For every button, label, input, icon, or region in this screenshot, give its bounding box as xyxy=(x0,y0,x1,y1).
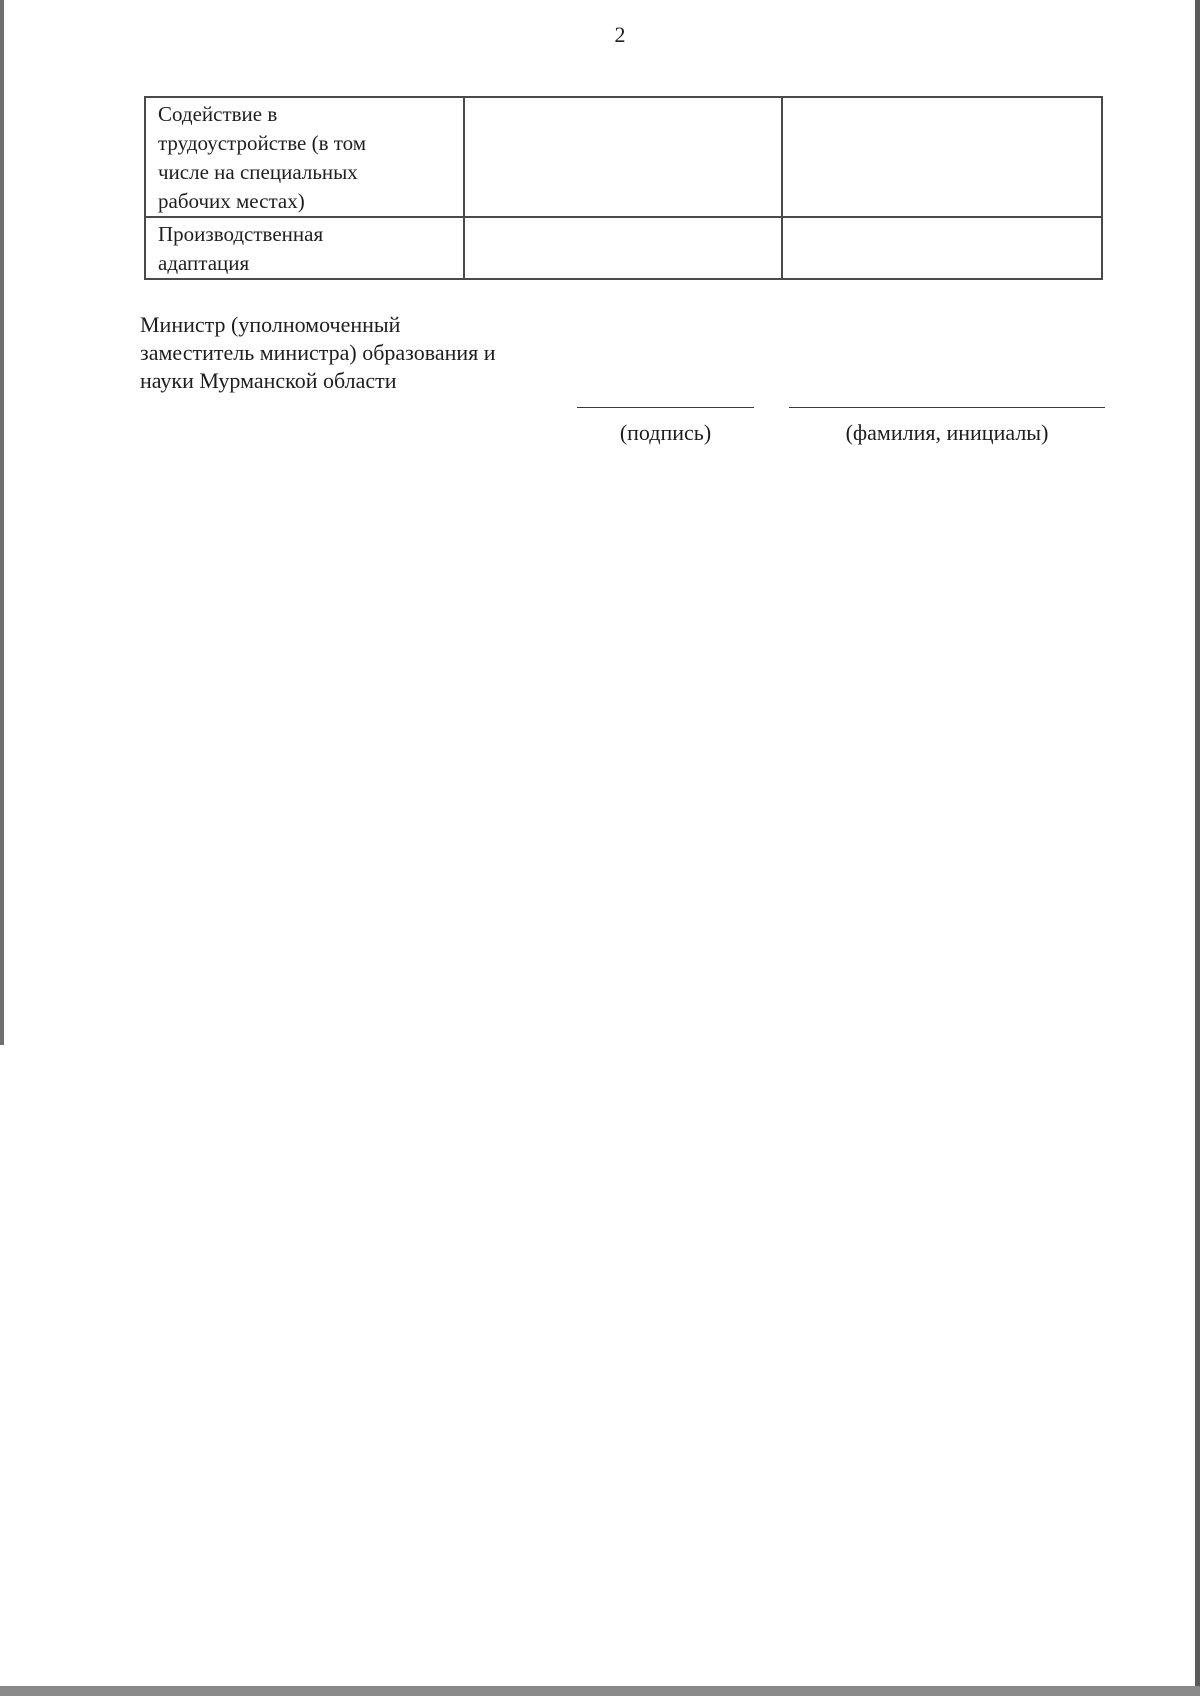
table-cell-text: Производственная адаптация xyxy=(158,222,324,275)
name-caption: (фамилия, инициалы) xyxy=(845,420,1049,445)
table-cell xyxy=(464,97,782,217)
scan-border-right xyxy=(1195,0,1200,1696)
name-line xyxy=(789,407,1105,408)
table-row xyxy=(145,217,1102,279)
signature-line xyxy=(577,407,754,408)
table-cell xyxy=(464,217,782,279)
scan-border-bottom xyxy=(0,1686,1200,1696)
table-cell-text: Содействие в трудоустройстве (в том числе на специальных рабочих местах) xyxy=(158,102,367,213)
signature-caption: (подпись) xyxy=(619,420,712,445)
page-number: 2 xyxy=(614,22,626,47)
table-cell xyxy=(145,217,464,279)
table-row xyxy=(145,97,1102,217)
table-cell xyxy=(782,97,1102,217)
signer-title: Министр (уполномоченный заместитель министра) образования и науки Мурманской области xyxy=(140,312,496,393)
table-cell xyxy=(145,97,464,217)
scan-border-left xyxy=(0,0,4,1045)
table-cell xyxy=(782,217,1102,279)
services-table xyxy=(144,96,1103,280)
